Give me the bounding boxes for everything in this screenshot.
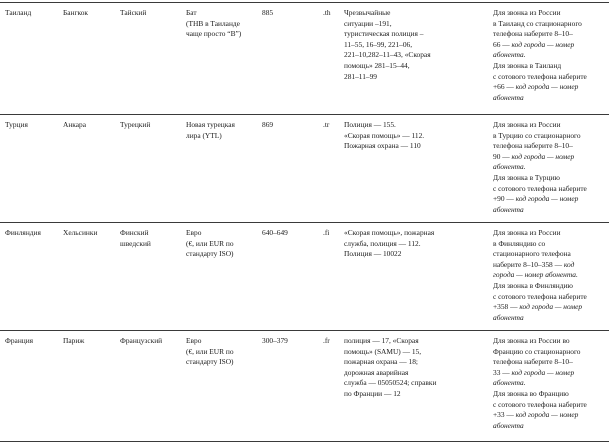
calling-line: 66 — код города — номер [493,39,575,49]
language-line: Турецкий [120,120,151,129]
language-line: Тайский [120,8,147,17]
emergency-line: 221–10,282–11–43, «Скорая [344,50,431,60]
currency-cell [186,120,235,141]
calling-line: абонента [493,312,524,322]
calling-line: +358 — код города — номер [493,302,583,312]
capital-name: Хельсинки [63,228,98,237]
emergency-line: помощь» 281–15–44, [344,60,410,70]
internet-domain: .tr [323,120,330,129]
country-name: Таиланд [5,8,32,17]
calling-line: 33 — код города — номер [493,367,575,377]
domain-cell [323,336,330,347]
calling-line: стационарного телефона [493,249,571,259]
emergency-line: помощь» (SAMU) — 15, [344,346,422,356]
calling-line: с сотового телефона наберите [493,71,587,81]
emergency-line: Полиция — 10022 [344,249,402,259]
calling-line: Францию со стационарного [493,346,581,356]
emergency-line: дорожная аварийная [344,367,409,377]
language-cell [120,228,151,249]
calling-line: абонента. [493,378,526,388]
phone-range: 300–379 [262,336,288,345]
calling-line: +33 — код города — номер [493,410,579,420]
internet-domain: .th [323,8,331,17]
currency-line: (€, или EUR по [186,346,234,356]
domain-cell [323,8,331,19]
phone-range-cell [262,336,288,347]
emergency-line: «Скорая помощь» — 112. [344,130,425,140]
currency-line: лира (YTL) [186,130,222,140]
country-cell [5,336,33,347]
row-divider [0,330,609,331]
calling-line: Для звонка в Турцию [493,172,560,182]
calling-line: Для звонка из России [493,120,561,129]
country-cell [5,228,41,239]
currency-line: Евро [186,336,202,345]
currency-line: стандарту ISO) [186,249,234,259]
calling-line: +66 — код города — номер [493,82,579,92]
calling-line: телефона наберите 8–10– [493,29,573,39]
calling-line: абонента [493,204,524,214]
row-divider [0,2,609,3]
capital-cell [63,336,84,347]
calling-line: в Турцию со стационарного [493,130,581,140]
phone-range-cell [262,120,273,131]
calling-line: Для звонка в Финляндию [493,280,573,290]
calling-instructions-cell [493,120,587,215]
row-divider [0,114,609,115]
currency-cell [186,336,234,368]
calling-line: в Таиланд со стационарного [493,18,582,28]
calling-line: Для звонка во Францию [493,388,569,398]
emergency-cell [344,228,434,260]
row-divider [0,441,609,442]
internet-domain: .fr [323,336,330,345]
calling-line: 90 — код города — номер [493,151,575,161]
calling-instructions-cell [493,8,587,103]
calling-line: Для звонка из России во [493,336,570,345]
currency-line: (€, или EUR по [186,238,234,248]
calling-line: абонента. [493,162,526,172]
capital-cell [63,228,97,239]
currency-line: Бат [186,8,197,17]
language-line: Финский [120,228,149,237]
currency-line: стандарту ISO) [186,357,234,367]
calling-line: в Финляндию со [493,238,546,248]
language-line: шведский [120,238,151,248]
calling-line: абонента. [493,50,526,60]
emergency-line: туристическая полиция – [344,29,424,39]
currency-cell [186,8,241,40]
capital-cell [63,120,86,131]
emergency-line: Чрезвычайные [344,8,391,17]
phone-range: 640–649 [262,228,288,237]
currency-line: Евро [186,228,202,237]
phone-range-cell [262,228,288,239]
country-cell [5,120,28,131]
emergency-line: Пожарная охрана — 110 [344,141,421,151]
country-name: Финляндия [5,228,41,237]
emergency-line: служба, полиция — 112. [344,238,421,248]
country-name: Турция [5,120,28,129]
calling-line: абонента [493,420,524,430]
calling-line: города — номер абонента. [493,270,578,280]
currency-line: (THB в Таиланде [186,18,240,28]
country-name: Франция [5,336,34,345]
calling-line: Для звонка из России [493,228,561,237]
capital-cell [63,8,88,19]
emergency-line: полиция — 17, «Скорая [344,336,419,345]
phone-range-cell [262,8,273,19]
emergency-line: пожарная охрана — 18; [344,357,418,367]
emergency-line: «Скорая помощь», пожарная [344,228,435,237]
calling-line: абонента [493,92,524,102]
calling-line: с сотового телефона наберите [493,291,587,301]
calling-line: с сотового телефона наберите [493,399,587,409]
language-cell [120,336,162,347]
language-cell [120,8,146,19]
currency-line: чаще просто “B”) [186,29,242,39]
calling-line: +90 — код города — номер [493,194,579,204]
emergency-line: ситуации –191, [344,18,392,28]
country-cell [5,8,31,19]
calling-line: с сотового телефона наберите [493,183,587,193]
phone-range: 885 [262,8,274,17]
emergency-cell [344,8,431,82]
row-divider [0,222,609,223]
emergency-cell [344,336,436,400]
calling-line: наберите 8–10–358 — код [493,259,575,269]
capital-name: Париж [63,336,85,345]
calling-line: телефона наберите 8–10– [493,141,573,151]
calling-line: телефона наберите 8–10– [493,357,573,367]
capital-name: Анкара [63,120,87,129]
capital-name: Бангкок [63,8,89,17]
calling-line: Для звонка в Таиланд [493,60,562,70]
emergency-line: по Франции — 12 [344,388,401,398]
currency-cell [186,228,234,260]
calling-line: Для звонка из России [493,8,561,17]
emergency-line: 281–11–99 [344,71,377,81]
language-line: Французский [120,336,163,345]
language-cell [120,120,150,131]
domain-cell [323,120,329,131]
currency-line: Новая турецкая [186,120,235,129]
emergency-cell [344,120,424,152]
phone-range: 869 [262,120,274,129]
calling-instructions-cell [493,228,587,323]
internet-domain: .fi [323,228,330,237]
emergency-line: 11–55, 16–99, 221–06, [344,39,413,49]
emergency-line: Полиция — 155. [344,120,396,129]
emergency-line: служба — 05050524; справки [344,378,437,388]
domain-cell [323,228,329,239]
calling-instructions-cell [493,336,587,431]
